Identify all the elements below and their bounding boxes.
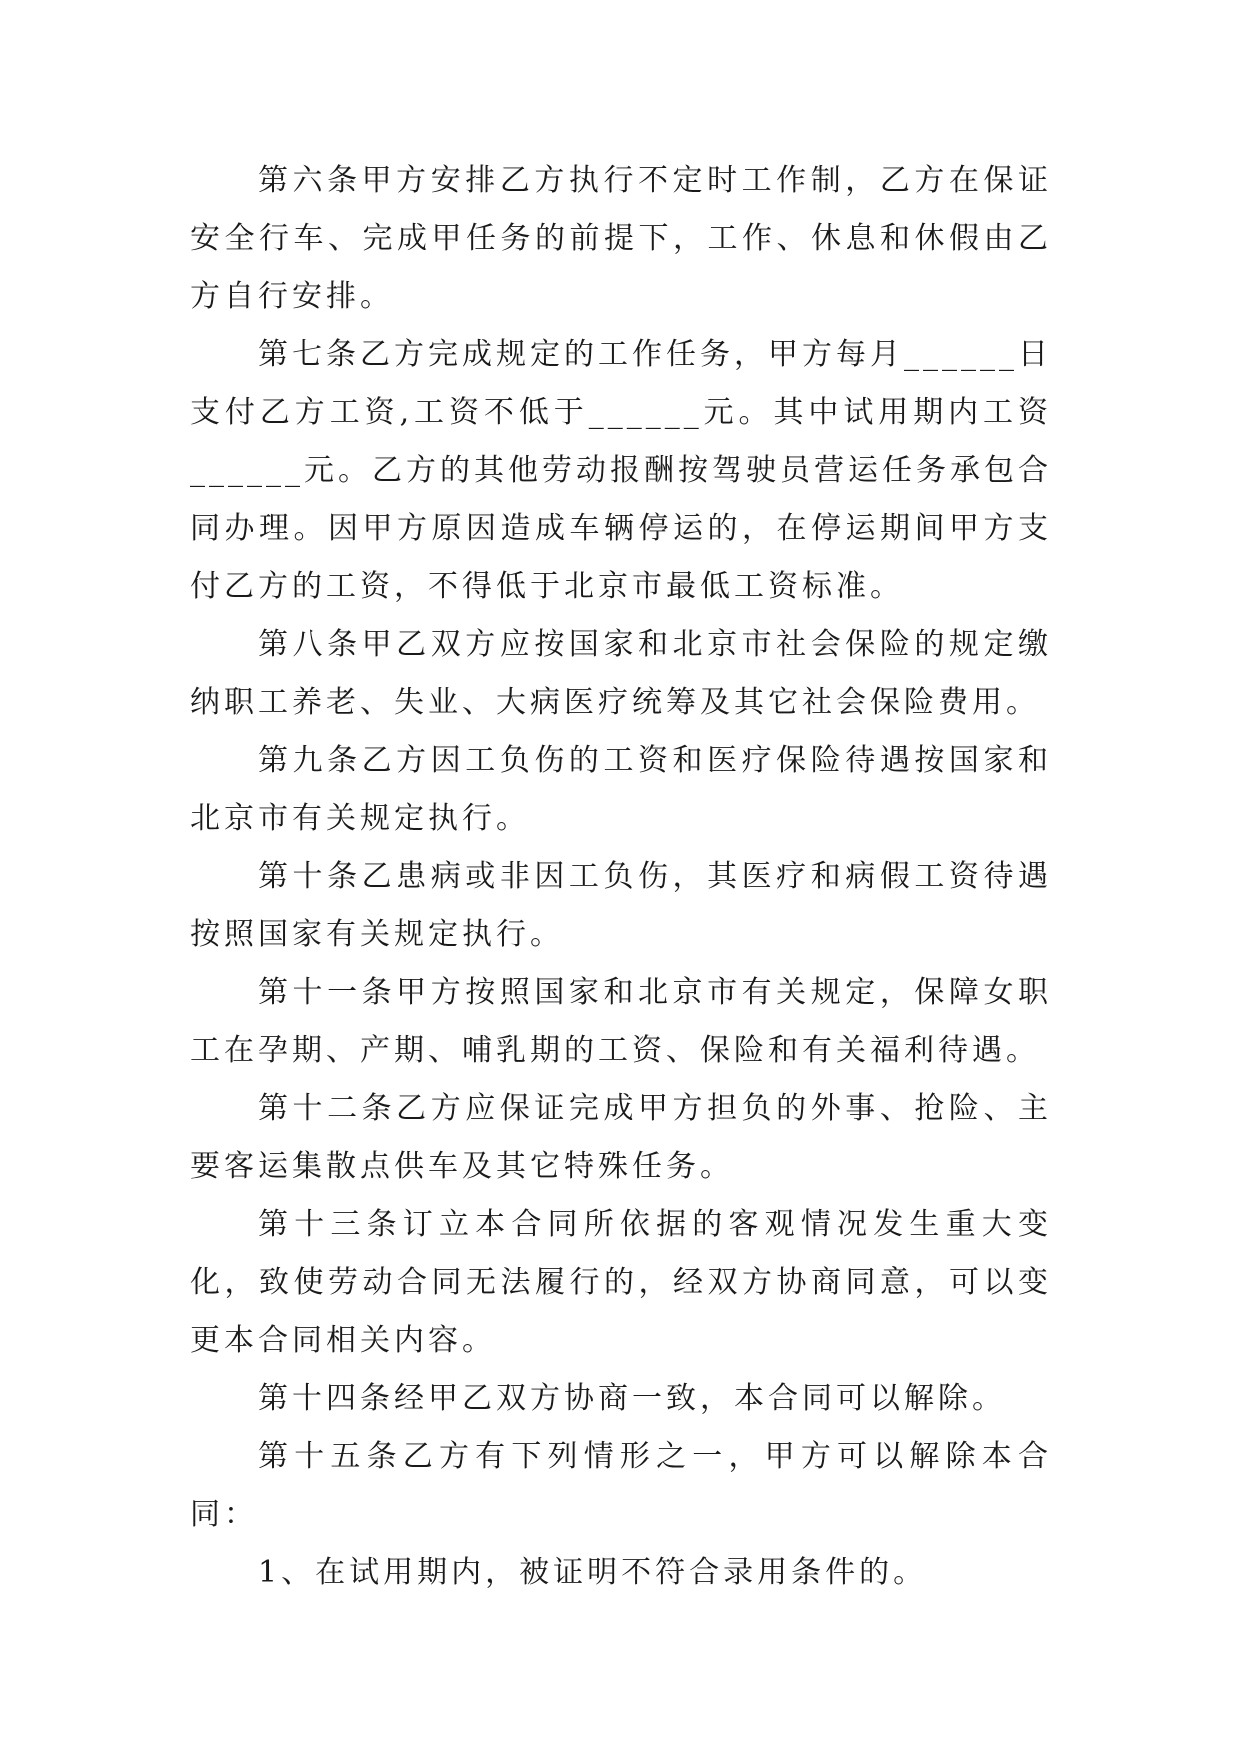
article-6-paragraph: 第六条甲方安排乙方执行不定时工作制，乙方在保证安全行车、完成甲任务的前提下，工作、休息和休假由乙方自行安排。 [190, 163, 1052, 314]
article-14-paragraph: 第十四条经甲乙双方协商一致，本合同可以解除。 [258, 1381, 1006, 1416]
document-body [190, 152, 1052, 1602]
article-12-paragraph: 第十二条乙方应保证完成甲方担负的外事、抢险、主要客运集散点供车及其它特殊任务。 [190, 1091, 1052, 1184]
article-9-paragraph: 第九条乙方因工负伤的工资和医疗保险待遇按国家和北京市有关规定执行。 [190, 743, 1052, 836]
article-7-paragraph: 第七条乙方完成规定的工作任务，甲方每月______日支付乙方工资,工资不低于______元。其中试用期内工资______元。乙方的其他劳动报酬按驾驶员营运任务承包合同办理。因甲方原因造成车辆停运的，在停运期间甲方支付乙方的工资，不得低于北京市最低工资标准。 [190, 337, 1052, 604]
article-8-paragraph: 第八条甲乙双方应按国家和北京市社会保险的规定缴纳职工养老、失业、大病医疗统筹及其它社会保险费用。 [190, 627, 1052, 720]
article-15-item-1: 1、在试用期内，被证明不符合录用条件的。 [258, 1555, 928, 1590]
article-10-paragraph: 第十条乙患病或非因工负伤，其医疗和病假工资待遇按照国家有关规定执行。 [190, 859, 1052, 952]
article-13-paragraph: 第十三条订立本合同所依据的客观情况发生重大变化，致使劳动合同无法履行的，经双方协商同意，可以变更本合同相关内容。 [190, 1207, 1052, 1358]
article-11-paragraph: 第十一条甲方按照国家和北京市有关规定，保障女职工在孕期、产期、哺乳期的工资、保险和有关福利待遇。 [190, 975, 1052, 1068]
article-15-paragraph: 第十五条乙方有下列情形之一，甲方可以解除本合同： [190, 1439, 1052, 1532]
